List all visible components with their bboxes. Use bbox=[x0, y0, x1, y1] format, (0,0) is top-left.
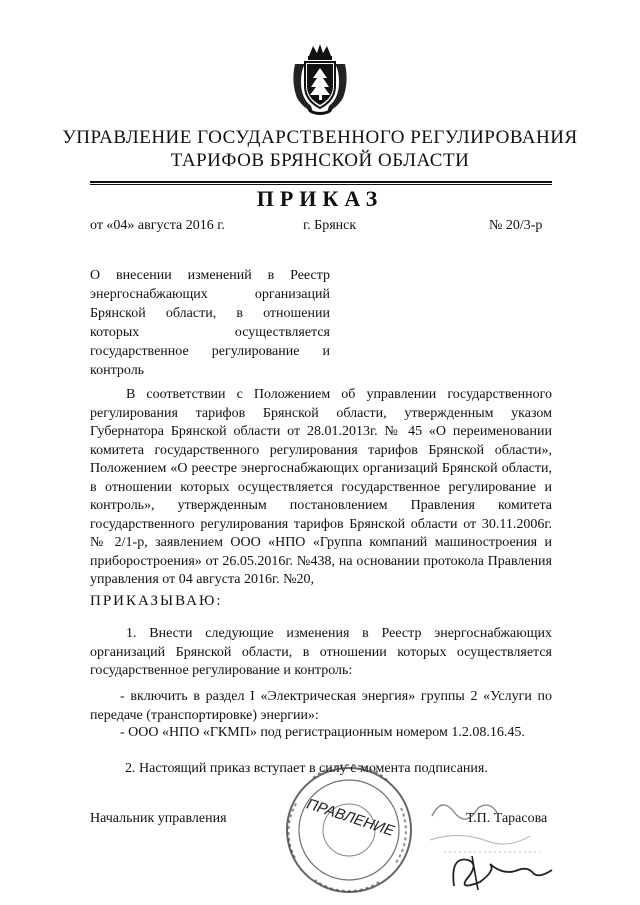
order-item-1: 1. Внести следующие изменения в Реестр энергоснабжающих организаций Брянской области, в отношении которых осуществляется государственное регулирование и контроль: bbox=[90, 626, 552, 678]
org-name-line2: ТАРИФОВ БРЯНСКОЙ ОБЛАСТИ bbox=[170, 150, 470, 171]
order-subitem-1: - включить в раздел I «Электрическая энергия» группы 2 «Услуги по передаче (транспортировке) энергии»: bbox=[90, 689, 552, 723]
document-number: № 20/3-р bbox=[489, 218, 543, 233]
document-subject: О внесении изменений в Реестр энергоснабжающих организаций Брянской области, в отношении которых осуществляется государственное регулирование и контроль bbox=[90, 268, 330, 378]
coat-of-arms-emblem bbox=[289, 42, 351, 116]
document-city: г. Брянск bbox=[303, 218, 357, 233]
stamp-word: ПРАВЛЕНИЕ bbox=[304, 795, 397, 840]
document-date: от «04» августа 2016 г. bbox=[90, 218, 225, 233]
org-name-line1: УПРАВЛЕНИЕ ГОСУДАРСТВЕННОГО РЕГУЛИРОВАНИЯ bbox=[62, 127, 578, 148]
document-title: ПРИКАЗ bbox=[256, 186, 384, 211]
order-subitem-2: - ООО «НПО «ГКМП» под регистрационным номером 1.2.08.16.45. bbox=[120, 725, 525, 740]
order-word: ПРИКАЗЫВАЮ: bbox=[90, 593, 223, 609]
official-stamp bbox=[283, 764, 415, 896]
header-rule-thin bbox=[90, 184, 552, 185]
signatory-name: Т.П. Тарасова bbox=[466, 811, 548, 826]
header-rule bbox=[90, 181, 552, 183]
preamble-paragraph: В соответствии с Положением об управлении государственного регулирования тарифов Брянской области, утвержденным указом Губернатора Брянской области от 28.01.2013г. № 45 «О переименовании комитета государственного регулирования тарифов Брянской области», Положением «О реестре энергоснабжающих организаций Брянской области, в отношении которых осуществляется государственное регулирование и контроль», утвержденным постановлением Правления комитета государственного регулирования тарифов Брянской области от 30.11.2006г. № 2/1-р, заявлением ООО «НПО «Группа компаний машиностроения и приборостроения» от 26.05.2016г. №438, на основании протокола Правления управления от 04 августа 2016г. №20, bbox=[90, 387, 552, 587]
handwritten-signature bbox=[420, 790, 610, 900]
signatory-role: Начальник управления bbox=[90, 811, 227, 826]
order-item-2: 2. Настоящий приказ вступает в силу с момента подписания. bbox=[125, 761, 488, 776]
